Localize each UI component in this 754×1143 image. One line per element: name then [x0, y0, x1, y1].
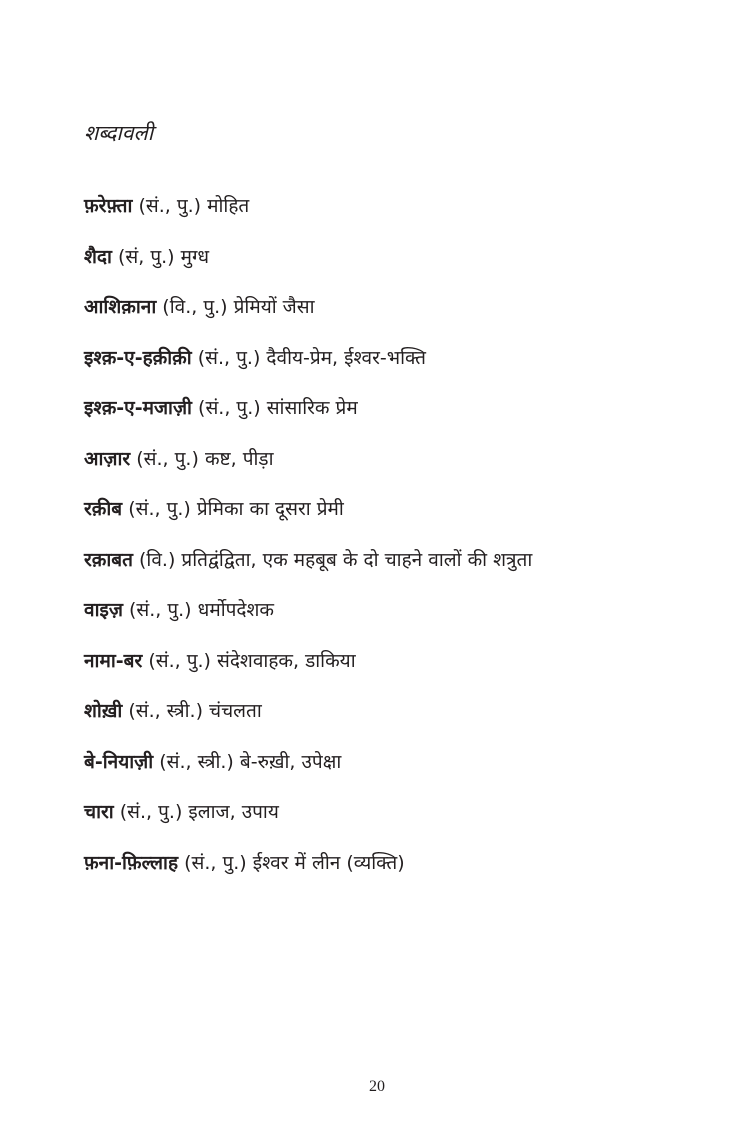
entry-meaning: संदेशवाहक, डाकिया — [216, 649, 356, 672]
entry-term: फ़ना-फ़िल्लाह — [84, 851, 179, 874]
entry-meaning: इलाज, उपाय — [188, 801, 279, 823]
entry-meaning: बे-रुख़ी, उपेक्षा — [239, 750, 342, 773]
entry-grammar: (वि.) — [139, 548, 176, 571]
entry-meaning: दैवीय-प्रेम, ईश्वर-भक्ति — [266, 346, 427, 369]
entry-grammar: (सं., पु.) — [128, 498, 191, 520]
entry-term: चारा — [84, 801, 114, 823]
entry-grammar: (सं., पु.) — [184, 851, 247, 874]
entry-meaning: चंचलता — [209, 700, 262, 722]
entry-grammar: (सं., पु.) — [128, 599, 192, 621]
entry-meaning: धर्मोपदेशक — [197, 599, 275, 621]
entry-term: आज़ार — [84, 447, 131, 470]
glossary-entry — [84, 441, 532, 492]
entry-grammar: (सं., पु.) — [148, 649, 211, 672]
glossary-entry — [84, 794, 532, 845]
entry-grammar: (सं., पु.) — [198, 397, 261, 419]
entry-term: फ़रेफ़्ता — [84, 195, 133, 217]
page-number: 20 — [369, 1078, 385, 1095]
glossary-entry — [84, 289, 532, 340]
entry-term: रक़ीब — [84, 498, 123, 520]
entry-meaning: प्रेमियों जैसा — [233, 296, 315, 318]
glossary-entry — [84, 188, 532, 239]
entry-grammar: (सं, पु.) — [117, 245, 175, 268]
glossary-entry — [84, 693, 532, 744]
glossary-entry — [84, 643, 532, 694]
glossary-entry — [84, 744, 532, 795]
entry-meaning: सांसारिक प्रेम — [266, 397, 358, 419]
glossary-entry — [84, 845, 532, 896]
entry-grammar: (सं., स्त्री.) — [159, 750, 234, 773]
glossary-heading: शब्दावली — [84, 121, 154, 145]
entry-meaning: मोहित — [207, 195, 250, 217]
glossary-list — [84, 188, 532, 895]
entry-term: आशिक़ाना — [84, 296, 157, 318]
entry-meaning: मुग्ध — [180, 245, 210, 268]
entry-term: इश्क़-ए-मजाज़ी — [84, 397, 192, 419]
entry-term: शैदा — [84, 245, 112, 268]
glossary-entry — [84, 239, 532, 290]
entry-grammar: (सं., पु.) — [138, 195, 202, 217]
entry-meaning: प्रेमिका का दूसरा प्रेमी — [196, 498, 344, 520]
entry-grammar: (सं., पु.) — [119, 801, 183, 823]
glossary-entry — [84, 491, 532, 542]
entry-grammar: (वि., पु.) — [162, 296, 228, 318]
entry-term: बे-नियाज़ी — [84, 750, 154, 773]
entry-term: इश्क़-ए-हक़ीक़ी — [84, 346, 192, 369]
entry-meaning: ईश्वर में लीन (व्यक्ति) — [252, 851, 405, 874]
entry-grammar: (सं., पु.) — [197, 346, 261, 369]
entry-meaning: प्रतिद्वंद्विता, एक महबूब के दो चाहने वालों की शत्रुता — [181, 548, 533, 571]
entry-term: शोख़ी — [84, 700, 123, 722]
entry-grammar: (सं., स्त्री.) — [128, 700, 203, 722]
entry-term: वाइज़ — [84, 599, 123, 621]
entry-term: नामा-बर — [84, 649, 143, 672]
glossary-entry — [84, 542, 532, 593]
glossary-entry — [84, 592, 532, 643]
glossary-entry — [84, 390, 532, 441]
entry-term: रक़ाबत — [84, 548, 133, 571]
glossary-entry — [84, 340, 532, 391]
entry-meaning: कष्ट, पीड़ा — [204, 447, 274, 470]
entry-grammar: (सं., पु.) — [136, 447, 199, 470]
